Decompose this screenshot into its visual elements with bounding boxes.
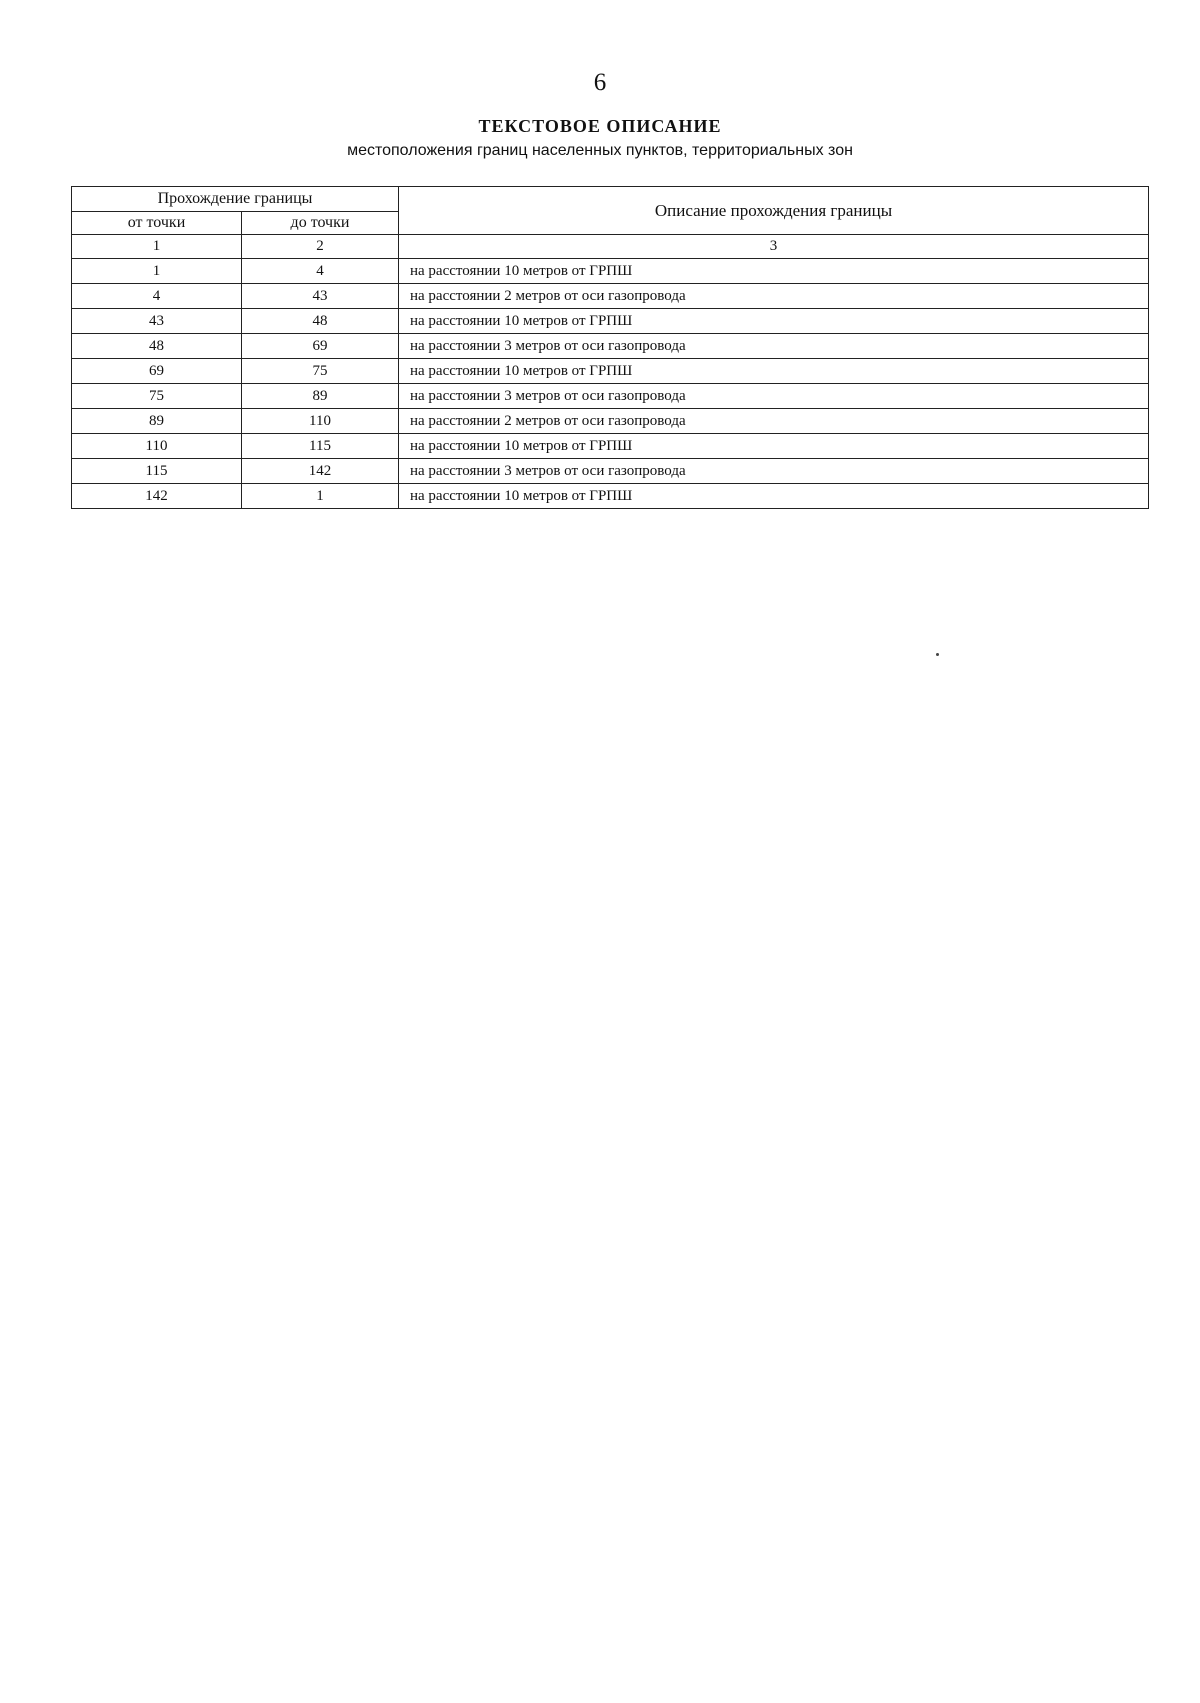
to-point-cell: 69 bbox=[242, 334, 399, 359]
table-row bbox=[72, 259, 1149, 284]
table-row bbox=[72, 309, 1149, 334]
description-cell: на расстоянии 2 метров от оси газопровода bbox=[399, 284, 1149, 309]
header-to-point: до точки bbox=[242, 212, 399, 235]
document-subtitle: местоположения границ населенных пунктов, территориальных зон bbox=[347, 142, 853, 159]
boundary-description-table bbox=[71, 186, 1149, 509]
header-boundary-passage: Прохождение границы bbox=[72, 187, 399, 212]
document-title: ТЕКСТОВОЕ ОПИСАНИЕ bbox=[478, 116, 722, 136]
to-point-cell: 142 bbox=[242, 459, 399, 484]
page-number: 6 bbox=[593, 69, 607, 96]
description-cell: на расстоянии 10 метров от ГРПШ bbox=[399, 434, 1149, 459]
from-point-cell: 43 bbox=[72, 309, 242, 334]
from-point-cell: 142 bbox=[72, 484, 242, 509]
from-point-cell: 89 bbox=[72, 409, 242, 434]
table-row bbox=[72, 459, 1149, 484]
from-point-cell: 48 bbox=[72, 334, 242, 359]
table-row bbox=[72, 409, 1149, 434]
description-cell: на расстоянии 10 метров от ГРПШ bbox=[399, 484, 1149, 509]
from-point-cell: 75 bbox=[72, 384, 242, 409]
column-index-cell: 1 bbox=[72, 235, 242, 259]
table-row bbox=[72, 484, 1149, 509]
table-row bbox=[72, 434, 1149, 459]
to-point-cell: 115 bbox=[242, 434, 399, 459]
from-point-cell: 1 bbox=[72, 259, 242, 284]
to-point-cell: 75 bbox=[242, 359, 399, 384]
description-cell: на расстоянии 10 метров от ГРПШ bbox=[399, 259, 1149, 284]
header-from-point: от точки bbox=[72, 212, 242, 235]
table-row bbox=[72, 284, 1149, 309]
description-cell: на расстоянии 3 метров от оси газопровода bbox=[399, 459, 1149, 484]
header-description: Описание прохождения границы bbox=[399, 187, 1149, 235]
scan-speck bbox=[936, 653, 939, 656]
description-cell: на расстоянии 3 метров от оси газопровода bbox=[399, 334, 1149, 359]
to-point-cell: 43 bbox=[242, 284, 399, 309]
from-point-cell: 110 bbox=[72, 434, 242, 459]
to-point-cell: 48 bbox=[242, 309, 399, 334]
to-point-cell: 110 bbox=[242, 409, 399, 434]
to-point-cell: 1 bbox=[242, 484, 399, 509]
table-row bbox=[72, 334, 1149, 359]
description-cell: на расстоянии 3 метров от оси газопровода bbox=[399, 384, 1149, 409]
table-row bbox=[72, 384, 1149, 409]
from-point-cell: 4 bbox=[72, 284, 242, 309]
from-point-cell: 69 bbox=[72, 359, 242, 384]
to-point-cell: 89 bbox=[242, 384, 399, 409]
column-index-cell: 3 bbox=[399, 235, 1149, 259]
column-index-cell: 2 bbox=[242, 235, 399, 259]
to-point-cell: 4 bbox=[242, 259, 399, 284]
table-row bbox=[72, 359, 1149, 384]
column-index-row bbox=[72, 235, 1149, 259]
description-cell: на расстоянии 2 метров от оси газопровода bbox=[399, 409, 1149, 434]
description-cell: на расстоянии 10 метров от ГРПШ bbox=[399, 359, 1149, 384]
description-cell: на расстоянии 10 метров от ГРПШ bbox=[399, 309, 1149, 334]
from-point-cell: 115 bbox=[72, 459, 242, 484]
